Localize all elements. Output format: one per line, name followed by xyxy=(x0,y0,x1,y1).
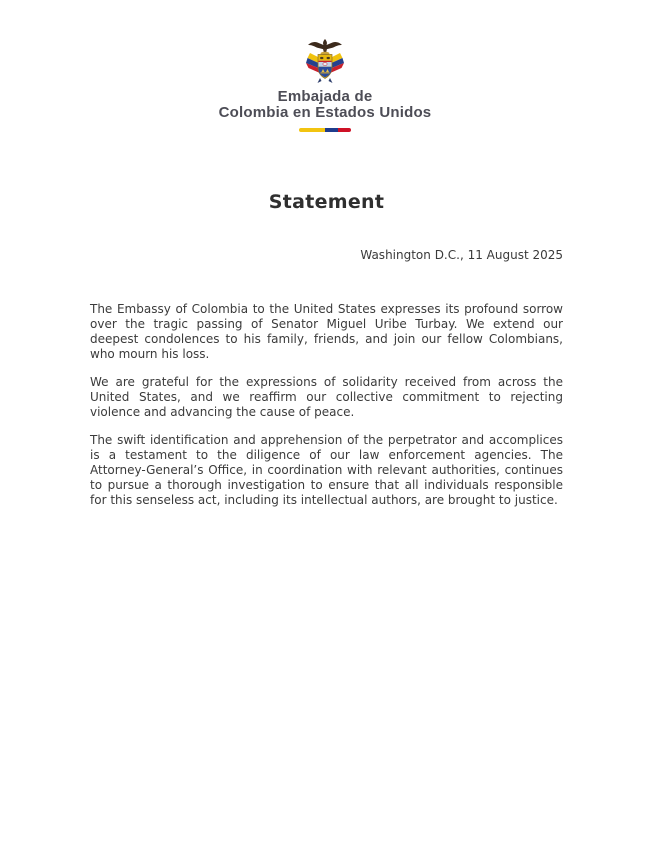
statement-paragraph-1: The Embassy of Colombia to the United States expresses its profound sorrow over the tragic passing of Senator Miguel Uribe Turbay. We extend our deepest condolences to his family, friends, and join our fellow Colombians, who mourn his loss. xyxy=(90,302,563,361)
flag-stripe-yellow xyxy=(299,128,325,132)
embassy-name-line2: Colombia en Estados Unidos xyxy=(218,104,432,121)
statement-body xyxy=(90,191,563,508)
statement-title: Statement xyxy=(268,191,385,213)
flag-stripe-red xyxy=(338,128,351,132)
embassy-name xyxy=(0,89,650,121)
embassy-name-line1: Embajada de xyxy=(277,88,373,105)
dateline: Washington D.C., 11 August 2025 xyxy=(360,248,563,262)
colombia-flag-bar-icon xyxy=(299,128,351,132)
statement-paragraph-3: The swift identification and apprehension of the perpetrator and accomplices is a testament to the diligence of our law enforcement agencies. The Attorney-General’s Office, in coordination with relevant authorities, continues to pursue a thorough investigation to ensure that all individuals responsible for this senseless act, including its intellectual authors, are brought to justice. xyxy=(90,433,563,507)
embassy-letterhead xyxy=(0,0,650,132)
shield xyxy=(318,55,332,79)
flag-stripe-blue xyxy=(325,128,338,132)
condor xyxy=(308,39,342,53)
statement-paragraph-2: We are grateful for the expressions of solidarity received from across the United States, and we reaffirm our collective commitment to rejecting violence and advancing the cause of peace. xyxy=(90,375,563,419)
colombia-coat-of-arms-icon xyxy=(305,38,345,86)
